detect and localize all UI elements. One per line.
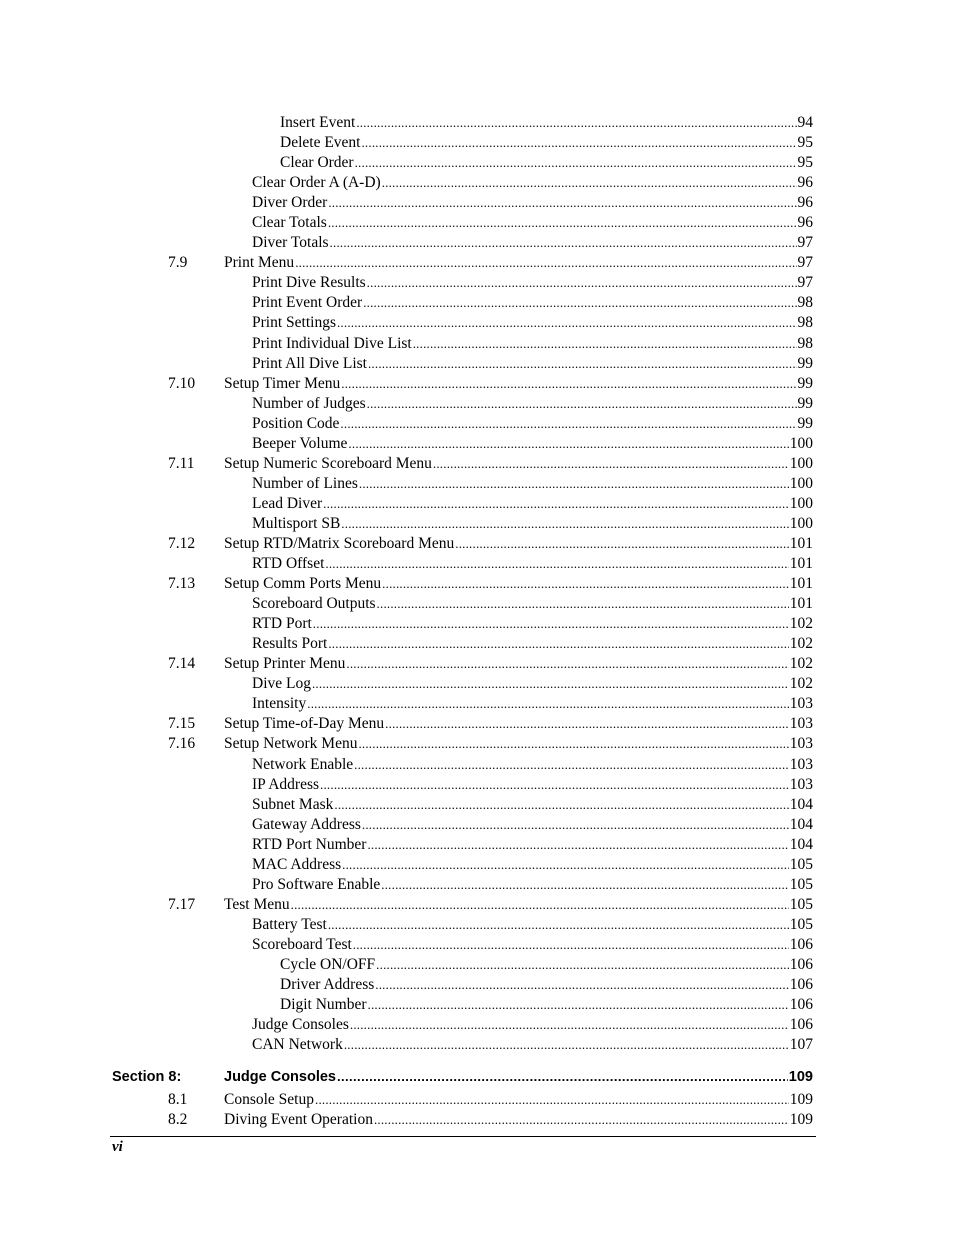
toc-row	[0, 233, 954, 253]
toc-entry-link[interactable]	[224, 374, 813, 394]
dot-leader	[368, 995, 789, 1015]
toc-entry-title: Setup Network Menu	[224, 735, 358, 753]
dot-leader	[350, 1015, 789, 1035]
toc-entry-title: Gateway Address	[252, 815, 361, 833]
toc-row	[0, 654, 954, 674]
toc-page-number: 102	[789, 655, 813, 673]
dot-leader	[376, 955, 789, 975]
toc-entry-title: CAN Network	[252, 1036, 343, 1054]
toc-page-number: 100	[789, 454, 813, 472]
dot-leader	[320, 775, 789, 795]
toc-section-number: 7.13	[168, 575, 196, 593]
toc-entry-title: Network Enable	[252, 755, 354, 773]
dot-leader	[455, 534, 789, 554]
dot-leader	[382, 574, 789, 594]
toc-section-number: 8.1	[168, 1091, 188, 1108]
toc-entry-title: Insert Event	[280, 114, 356, 131]
toc-page-number: 101	[789, 575, 813, 593]
toc-entry-title: Clear Order	[280, 154, 354, 172]
dot-leader	[377, 594, 789, 614]
toc-row	[0, 915, 954, 935]
dot-leader	[346, 654, 788, 674]
table-of-contents	[0, 113, 954, 1055]
toc-entry-link[interactable]	[252, 694, 813, 714]
toc-page-number: 101	[789, 595, 813, 613]
dot-leader	[307, 694, 789, 714]
toc-entry-link[interactable]	[252, 634, 813, 654]
toc-entry-link[interactable]	[252, 414, 813, 434]
toc-entry-link[interactable]	[252, 1015, 813, 1035]
toc-row	[0, 1035, 954, 1055]
toc-page-number: 106	[789, 1016, 813, 1034]
toc-entry-title: IP Address	[252, 775, 320, 793]
toc-page-number: 101	[789, 555, 813, 573]
dot-leader	[337, 1066, 788, 1088]
toc-entry-title: Subnet Mask	[252, 795, 334, 813]
toc-entry-link[interactable]	[252, 434, 813, 454]
toc-row	[0, 755, 954, 775]
dot-leader	[328, 915, 789, 935]
toc-row	[0, 955, 954, 975]
toc-entry-link[interactable]	[224, 895, 813, 915]
dot-leader	[341, 514, 788, 534]
dot-leader	[413, 334, 797, 354]
toc-page-number: 104	[789, 835, 813, 853]
toc-entry-link[interactable]	[224, 654, 813, 674]
toc-row	[0, 734, 954, 754]
dot-leader	[362, 815, 789, 835]
toc-row	[0, 334, 954, 354]
toc-entry-title: MAC Address	[252, 855, 342, 873]
toc-entry-title: Beeper Volume	[252, 434, 348, 452]
toc-page-number: 99	[797, 394, 813, 412]
toc-entry-title: Driver Address	[280, 976, 375, 994]
toc-row	[0, 875, 954, 895]
toc-page-number: 100	[789, 434, 813, 452]
toc-entry-link[interactable]	[252, 213, 813, 233]
toc-row	[0, 313, 954, 333]
toc-page-number: 106	[789, 976, 813, 994]
toc-row	[0, 574, 954, 594]
toc-row	[0, 895, 954, 915]
toc-section-number: 7.11	[168, 454, 195, 472]
toc-entry-title: Cycle ON/OFF	[280, 955, 376, 973]
toc-entry-title: Clear Totals	[252, 214, 327, 232]
dot-leader	[368, 354, 797, 374]
toc-section-number: 7.17	[168, 895, 196, 913]
toc-entry-title: Console Setup	[224, 1091, 314, 1108]
toc-page-number: 97	[797, 254, 813, 272]
toc-row	[0, 193, 954, 213]
toc-entry-title: Setup Comm Ports Menu	[224, 575, 382, 593]
toc-entry-link[interactable]	[252, 755, 813, 775]
toc-row	[0, 1015, 954, 1035]
toc-row	[0, 534, 954, 554]
toc-entry-link[interactable]	[252, 394, 813, 414]
toc-page-number: 104	[789, 815, 813, 833]
toc-entry-link[interactable]	[224, 574, 813, 594]
toc-row	[0, 594, 954, 614]
toc-row	[0, 113, 954, 133]
toc-row	[0, 213, 954, 233]
toc-entry-link[interactable]	[252, 855, 813, 875]
toc-row	[0, 935, 954, 955]
dot-leader	[353, 935, 789, 955]
toc-row	[0, 634, 954, 654]
toc-row	[0, 293, 954, 313]
toc-entry-link[interactable]	[252, 674, 813, 694]
toc-page-number: 97	[797, 274, 813, 292]
toc-page-number: 103	[789, 735, 813, 753]
toc-page-number: 103	[789, 715, 813, 733]
toc-entry-title: Intensity	[252, 695, 307, 713]
toc-entry-link[interactable]	[280, 995, 813, 1015]
toc-page-number: 96	[797, 194, 813, 212]
section-title: Judge Consoles	[224, 1069, 336, 1085]
toc-row	[0, 354, 954, 374]
toc-entry-title: RTD Port	[252, 615, 312, 633]
toc-entry-title: Number of Judges	[252, 394, 366, 412]
toc-row	[0, 273, 954, 293]
dot-leader	[313, 614, 789, 634]
toc-entry-link[interactable]	[252, 293, 813, 313]
dot-leader	[354, 755, 789, 775]
toc-entry-link[interactable]	[252, 554, 813, 574]
toc-page-number: 102	[789, 635, 813, 653]
toc-page-number: 100	[789, 514, 813, 532]
toc-entry-link[interactable]	[252, 334, 813, 354]
toc-section-number: 7.12	[168, 534, 196, 552]
toc-entry-title: Dive Log	[252, 675, 311, 693]
toc-entry-link[interactable]	[252, 273, 813, 293]
dot-leader	[341, 374, 796, 394]
toc-entry-link[interactable]	[224, 253, 813, 273]
dot-leader	[359, 474, 789, 494]
toc-entry-link[interactable]	[252, 614, 813, 634]
dot-leader	[375, 975, 788, 995]
toc-entry-link[interactable]	[280, 955, 813, 975]
dot-leader	[342, 855, 789, 875]
toc-row	[0, 434, 954, 454]
toc-row	[0, 1090, 954, 1110]
toc-entry-link[interactable]	[252, 193, 813, 213]
toc-entry-title: Print Menu	[224, 254, 295, 272]
toc-entry-link[interactable]	[252, 594, 813, 614]
toc-entry-title: Diver Order	[252, 194, 328, 212]
toc-row	[0, 815, 954, 835]
section-page-number: 109	[788, 1069, 813, 1085]
toc-entry-link[interactable]	[280, 975, 813, 995]
toc-row	[0, 133, 954, 153]
toc-row	[0, 674, 954, 694]
toc-page-number: 105	[789, 895, 813, 913]
section-label: Section 8:	[112, 1069, 182, 1085]
dot-leader	[328, 634, 788, 654]
dot-leader	[367, 394, 797, 414]
toc-entry-title: Pro Software Enable	[252, 875, 381, 893]
dot-leader	[323, 494, 789, 514]
toc-entry-link[interactable]	[252, 474, 813, 494]
toc-entry-title: Number of Lines	[252, 474, 358, 492]
toc-entry-link[interactable]	[224, 1110, 813, 1130]
dot-leader	[328, 213, 797, 233]
toc-entry-title: Digit Number	[280, 996, 367, 1014]
toc-row	[0, 614, 954, 634]
dot-leader	[330, 233, 797, 253]
toc-entry-link[interactable]	[224, 734, 813, 754]
toc-entry-link[interactable]	[224, 1090, 813, 1110]
dot-leader	[381, 875, 788, 895]
toc-entry-link[interactable]	[252, 935, 813, 955]
toc-entry-title: Multisport SB	[252, 514, 341, 532]
toc-page-number: 100	[789, 494, 813, 512]
section-entry[interactable]	[224, 1066, 813, 1088]
toc-entry-title: Test Menu	[224, 895, 290, 913]
toc-entry-title: Position Code	[252, 414, 340, 432]
dot-leader	[312, 674, 789, 694]
toc-entry-link[interactable]	[224, 454, 813, 474]
toc-entry-title: Print Event Order	[252, 294, 363, 312]
toc-entry-title: Setup RTD/Matrix Scoreboard Menu	[224, 534, 455, 552]
toc-row	[0, 835, 954, 855]
toc-entry-title: Setup Timer Menu	[224, 374, 341, 392]
toc-row	[0, 855, 954, 875]
toc-row	[0, 173, 954, 193]
toc-page-number: 103	[789, 695, 813, 713]
toc-section-number: 8.2	[168, 1111, 188, 1129]
toc-row	[0, 554, 954, 574]
toc-row	[0, 995, 954, 1015]
toc-page-number: 99	[797, 414, 813, 432]
dot-leader	[334, 795, 788, 815]
toc-entry-title: Lead Diver	[252, 494, 323, 512]
toc-entry-link[interactable]	[252, 775, 813, 795]
toc-page-number: 96	[797, 174, 813, 192]
toc-entry-title: Delete Event	[280, 134, 361, 152]
toc-entry-link[interactable]	[224, 714, 813, 734]
toc-section-number: 7.15	[168, 715, 196, 733]
toc-page-number: 105	[789, 875, 813, 893]
dot-leader	[363, 293, 796, 313]
dot-leader	[344, 1035, 789, 1055]
dot-leader	[295, 253, 796, 273]
toc-entry-link[interactable]	[252, 815, 813, 835]
toc-page-number: 102	[789, 615, 813, 633]
toc-entry-link[interactable]	[252, 1035, 813, 1055]
toc-row	[0, 975, 954, 995]
dot-leader	[367, 835, 788, 855]
toc-entry-title: Judge Consoles	[252, 1016, 349, 1034]
toc-entry-link[interactable]	[252, 313, 813, 333]
toc-page-number: 106	[789, 955, 813, 973]
toc-row	[0, 775, 954, 795]
toc-entry-link[interactable]	[252, 173, 813, 193]
toc-page-number: 109	[789, 1111, 813, 1129]
toc-entry-title: Diver Totals	[252, 234, 329, 252]
toc-row	[0, 514, 954, 534]
toc-page-number: 105	[789, 915, 813, 933]
toc-page-number: 99	[797, 374, 813, 392]
dot-leader	[356, 113, 796, 133]
toc-entry-link[interactable]	[252, 835, 813, 855]
dot-leader	[348, 434, 788, 454]
dot-leader	[367, 273, 797, 293]
dot-leader	[382, 173, 797, 193]
toc-entry-title: Scoreboard Outputs	[252, 595, 376, 613]
toc-page-number: 97	[797, 234, 813, 252]
toc-entry-title: Battery Test	[252, 915, 327, 933]
toc-page-number: 104	[789, 795, 813, 813]
toc-page-number: 109	[789, 1091, 813, 1108]
section-heading	[0, 1066, 954, 1088]
dot-leader	[337, 313, 797, 333]
toc-entry-link[interactable]	[224, 534, 813, 554]
dot-leader	[385, 714, 789, 734]
toc-entry-title: Results Port	[252, 635, 328, 653]
footer-rule	[110, 1136, 816, 1137]
toc-page-number: 94	[797, 114, 813, 131]
toc-page-number: 107	[789, 1036, 813, 1054]
toc-entry-link[interactable]	[280, 133, 813, 153]
toc-entry-link[interactable]	[252, 875, 813, 895]
toc-page-number: 102	[789, 675, 813, 693]
toc-entry-link[interactable]	[252, 514, 813, 534]
toc-row	[0, 414, 954, 434]
dot-leader	[361, 133, 796, 153]
toc-page-number: 95	[797, 154, 813, 172]
toc-entry-link[interactable]	[252, 915, 813, 935]
toc-entry-link[interactable]	[252, 354, 813, 374]
toc-page-number: 95	[797, 134, 813, 152]
toc-section-number: 7.9	[168, 254, 188, 272]
toc-page-number: 98	[797, 294, 813, 312]
toc-entry-title: Print Settings	[252, 314, 336, 332]
toc-page-number: 101	[789, 534, 813, 552]
toc-page-number: 100	[789, 474, 813, 492]
toc-entry-title: Setup Time-of-Day Menu	[224, 715, 385, 733]
dot-leader	[355, 153, 797, 173]
toc-entry-link[interactable]	[280, 113, 813, 133]
toc-section-number: 7.10	[168, 374, 196, 392]
toc-row	[0, 394, 954, 414]
toc-entry-title: Diving Event Operation	[224, 1111, 373, 1129]
toc-section-number: 7.14	[168, 655, 196, 673]
toc-page-number: 98	[797, 334, 813, 352]
toc-page-number: 103	[789, 775, 813, 793]
dot-leader	[340, 414, 796, 434]
toc-row	[0, 253, 954, 273]
footer-page-number: vi	[112, 1139, 123, 1155]
toc-page-number: 98	[797, 314, 813, 332]
toc-row	[0, 714, 954, 734]
toc-row	[0, 1110, 954, 1130]
toc-entry-title: Print All Dive List	[252, 354, 367, 372]
toc-section-number: 7.16	[168, 735, 196, 753]
section-8-entries	[0, 1090, 954, 1130]
toc-page-number: 103	[789, 755, 813, 773]
dot-leader	[325, 554, 788, 574]
toc-entry-title: Setup Numeric Scoreboard Menu	[224, 454, 432, 472]
toc-row	[0, 153, 954, 173]
dot-leader	[315, 1090, 789, 1110]
dot-leader	[374, 1110, 789, 1130]
toc-row	[0, 795, 954, 815]
toc-entry-title: Clear Order A (A-D)	[252, 174, 381, 192]
toc-entry-link[interactable]	[280, 153, 813, 173]
toc-page-number: 99	[797, 354, 813, 372]
toc-row	[0, 374, 954, 394]
toc-row	[0, 494, 954, 514]
toc-page-number: 96	[797, 214, 813, 232]
toc-page-number: 105	[789, 855, 813, 873]
toc-row	[0, 474, 954, 494]
toc-page-number: 106	[789, 935, 813, 953]
toc-entry-link[interactable]	[252, 494, 813, 514]
toc-entry-link[interactable]	[252, 795, 813, 815]
toc-entry-title: Print Dive Results	[252, 274, 366, 292]
dot-leader	[433, 454, 789, 474]
dot-leader	[291, 895, 789, 915]
toc-entry-title: Scoreboard Test	[252, 935, 352, 953]
toc-entry-title: Print Individual Dive List	[252, 334, 412, 352]
toc-entry-title: Setup Printer Menu	[224, 655, 346, 673]
dot-leader	[328, 193, 796, 213]
toc-entry-title: RTD Offset	[252, 555, 325, 573]
dot-leader	[358, 734, 788, 754]
toc-entry-title: RTD Port Number	[252, 835, 367, 853]
toc-row	[0, 454, 954, 474]
toc-row	[0, 694, 954, 714]
toc-page-number: 106	[789, 996, 813, 1014]
toc-entry-link[interactable]	[252, 233, 813, 253]
